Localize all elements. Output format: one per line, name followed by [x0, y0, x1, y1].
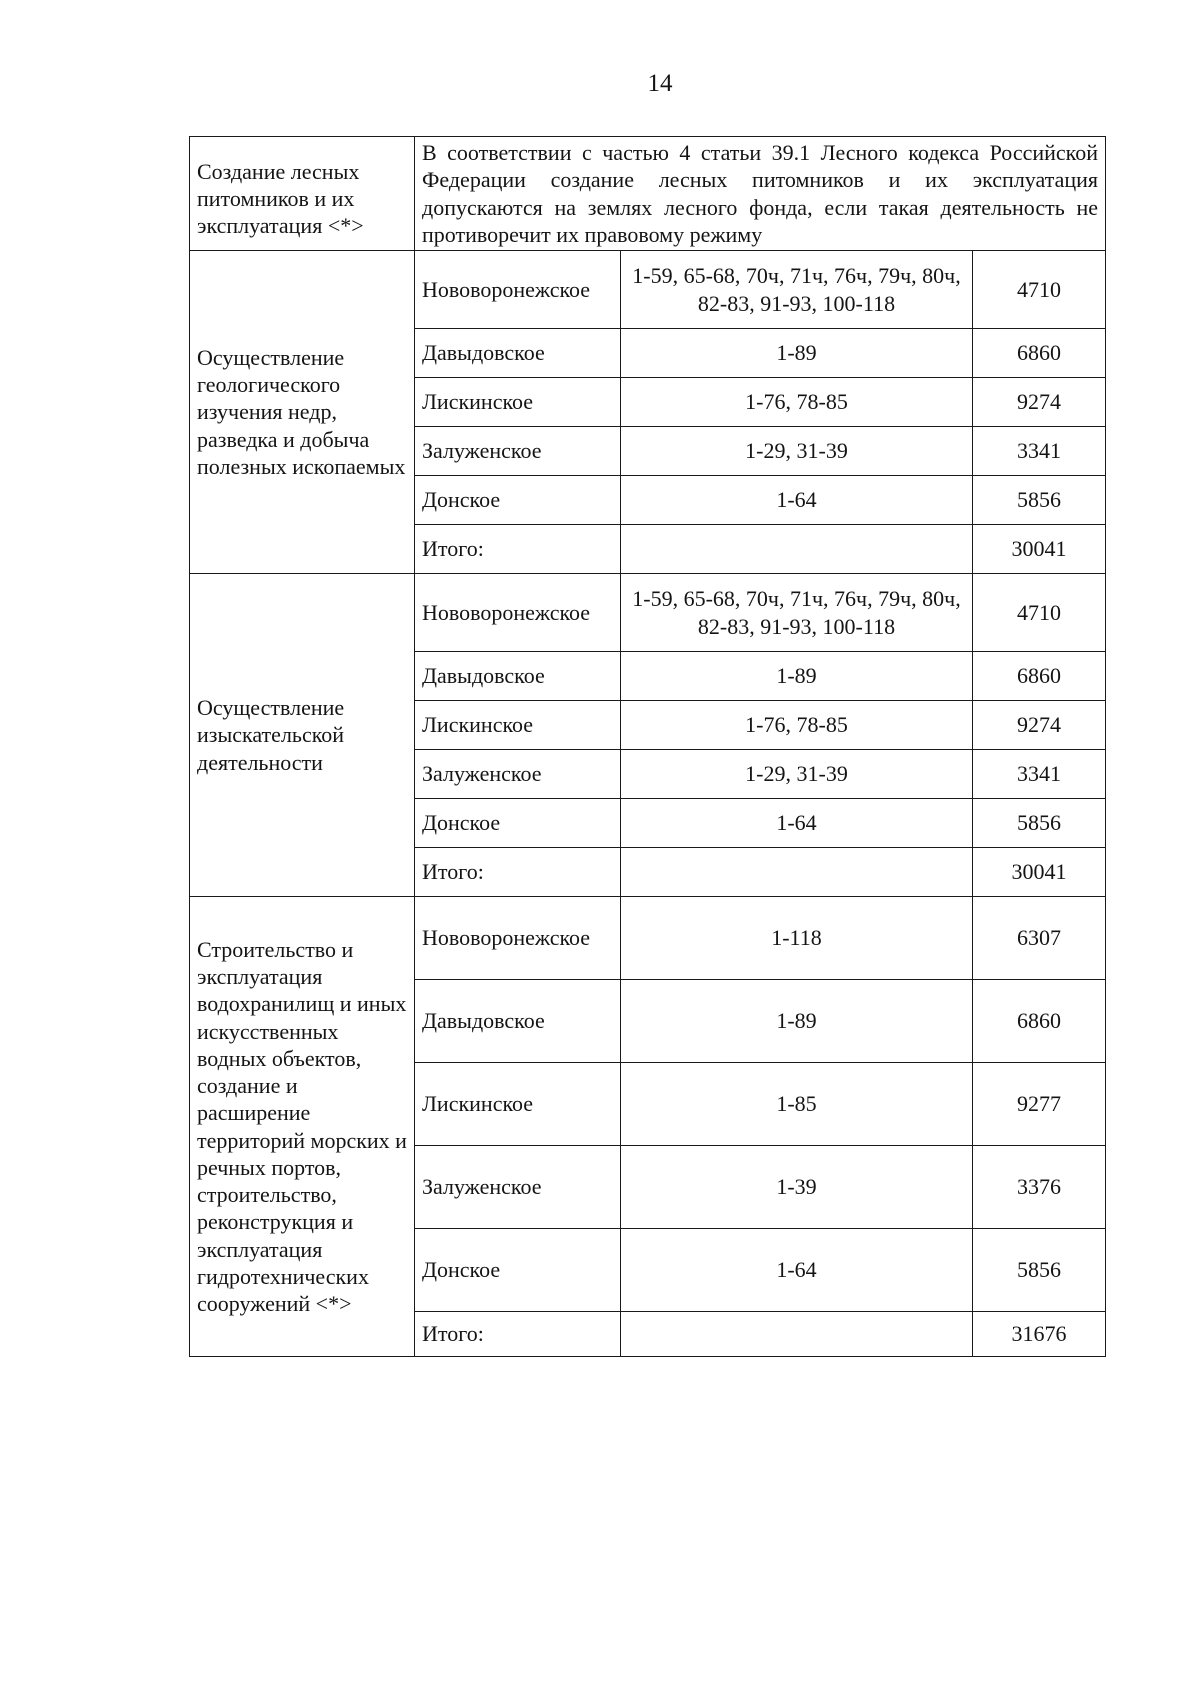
forestry-name-cell: Давыдовское	[415, 652, 621, 701]
blocks-cell: 1-29, 31-39	[621, 427, 973, 476]
area-cell: 4710	[973, 251, 1106, 329]
area-cell: 5856	[973, 476, 1106, 525]
forestry-name-cell: Нововоронежское	[415, 897, 621, 980]
area-cell: 3341	[973, 427, 1106, 476]
blocks-cell: 1-59, 65-68, 70ч, 71ч, 76ч, 79ч, 80ч, 82-83, 91-93, 100-118	[621, 574, 973, 652]
area-cell: 6860	[973, 652, 1106, 701]
blocks-cell: 1-76, 78-85	[621, 701, 973, 750]
forestry-name-cell: Давыдовское	[415, 329, 621, 378]
blocks-cell: 1-89	[621, 329, 973, 378]
blocks-cell	[621, 1312, 973, 1357]
total-label-cell: Итого:	[415, 525, 621, 574]
activity-cell: Создание лесных питомников и их эксплуатация <*>	[190, 137, 415, 251]
blocks-cell: 1-85	[621, 1063, 973, 1146]
area-cell: 9277	[973, 1063, 1106, 1146]
blocks-cell: 1-29, 31-39	[621, 750, 973, 799]
blocks-cell: 1-89	[621, 652, 973, 701]
forestry-name-cell: Лискинское	[415, 1063, 621, 1146]
area-cell: 9274	[973, 378, 1106, 427]
blocks-cell: 1-89	[621, 980, 973, 1063]
blocks-cell	[621, 848, 973, 897]
forestry-name-cell: Лискинское	[415, 701, 621, 750]
blocks-cell	[621, 525, 973, 574]
activity-cell: Осуществление геологического изучения недр, разведка и добыча полезных ископаемых	[190, 251, 415, 574]
area-cell: 3376	[973, 1146, 1106, 1229]
area-cell: 6860	[973, 329, 1106, 378]
page-number: 14	[647, 70, 673, 97]
blocks-cell: 1-59, 65-68, 70ч, 71ч, 76ч, 79ч, 80ч, 82-83, 91-93, 100-118	[621, 251, 973, 329]
forestry-name-cell: Залуженское	[415, 1146, 621, 1229]
area-cell: 6860	[973, 980, 1106, 1063]
blocks-cell: 1-76, 78-85	[621, 378, 973, 427]
table-row	[190, 574, 1106, 652]
total-area-cell: 30041	[973, 848, 1106, 897]
forestry-name-cell: Донское	[415, 476, 621, 525]
total-area-cell: 30041	[973, 525, 1106, 574]
total-area-cell: 31676	[973, 1312, 1106, 1357]
forestry-name-cell: Лискинское	[415, 378, 621, 427]
forestry-name-cell: Донское	[415, 799, 621, 848]
area-cell: 5856	[973, 1229, 1106, 1312]
blocks-cell: 1-64	[621, 799, 973, 848]
area-cell: 4710	[973, 574, 1106, 652]
forestry-name-cell: Залуженское	[415, 427, 621, 476]
table-row-nurseries	[190, 137, 1106, 251]
forestry-name-cell: Нововоронежское	[415, 251, 621, 329]
blocks-cell: 1-39	[621, 1146, 973, 1229]
table-row	[190, 251, 1106, 329]
area-cell: 5856	[973, 799, 1106, 848]
area-cell: 3341	[973, 750, 1106, 799]
total-label-cell: Итого:	[415, 1312, 621, 1357]
activity-cell: Строительство и эксплуатация водохранилищ и иных искусственных водных объектов, создание и расширение территорий морских и речных портов, строительство, реконструкция и эксплуатация гидротехнических сооружений <*>	[190, 897, 415, 1357]
total-label-cell: Итого:	[415, 848, 621, 897]
forestry-name-cell: Давыдовское	[415, 980, 621, 1063]
area-cell: 6307	[973, 897, 1106, 980]
forestry-name-cell: Донское	[415, 1229, 621, 1312]
land-use-table	[189, 136, 1106, 1357]
forestry-name-cell: Залуженское	[415, 750, 621, 799]
blocks-cell: 1-64	[621, 476, 973, 525]
note-cell: В соответствии с частью 4 статьи 39.1 Лесного кодекса Российской Федерации создание лесных питомников и их эксплуатация допускаются на землях лесного фонда, если такая деятельность не противоречит их правовому режиму	[415, 137, 1106, 251]
activity-cell: Осуществление изыскательской деятельности	[190, 574, 415, 897]
forestry-name-cell: Нововоронежское	[415, 574, 621, 652]
area-cell: 9274	[973, 701, 1106, 750]
table-row	[190, 897, 1106, 980]
blocks-cell: 1-64	[621, 1229, 973, 1312]
blocks-cell: 1-118	[621, 897, 973, 980]
